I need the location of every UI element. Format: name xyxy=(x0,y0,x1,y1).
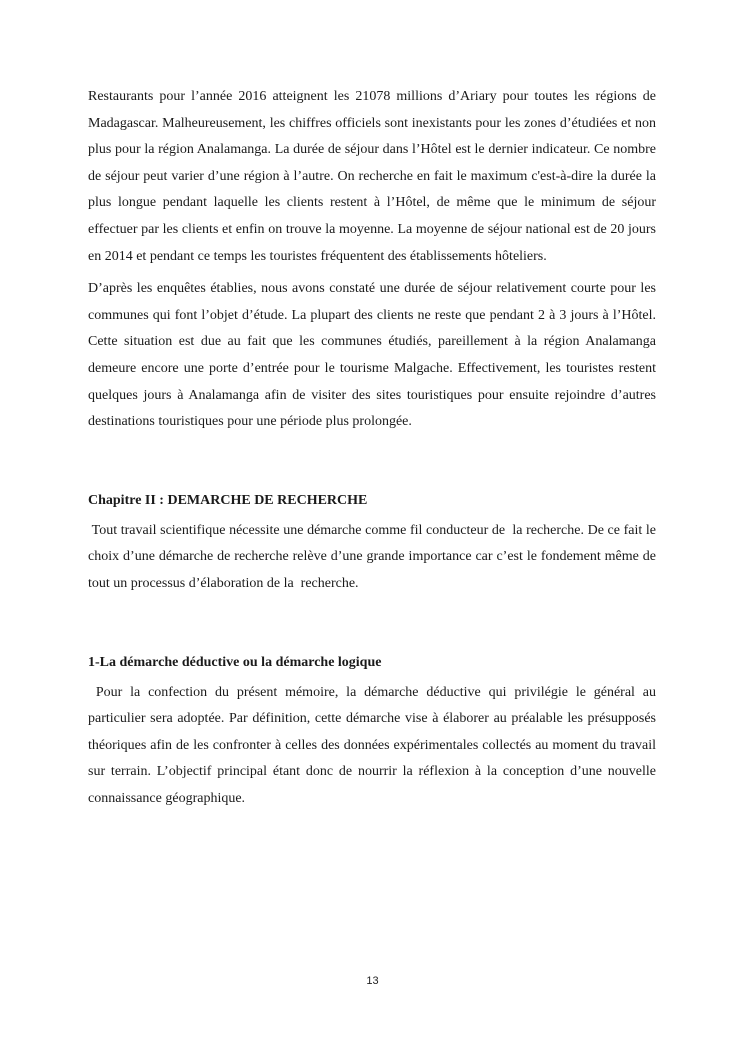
document-page xyxy=(88,84,660,812)
section-spacer xyxy=(88,598,656,650)
chapter-title: Chapitre II : DEMARCHE DE RECHERCHE xyxy=(88,492,368,508)
paragraph-survey-findings: D’après les enquêtes établies, nous avons constaté une durée de séjour relativement courte pour les communes qui font l’objet d’étude. La plupart des clients ne reste que pendant 2 à 3 jours à l’Hôtel. Cette situation est due au fait que les communes étudiés, pareillement à la région Analamanga demeure encore une porte d’entrée pour le tourisme Malgache. Effectivement, les touristes restent quelques jours à Analamanga afin de visiter des sites touristiques pour ensuite rejoindre d’autres destinations touristiques pour une période plus prolongée. xyxy=(88,281,656,430)
section-spacer xyxy=(88,436,656,488)
section-title: 1-La démarche déductive ou la démarche logique xyxy=(88,654,382,670)
paragraph-chapter-intro: Tout travail scientifique nécessite une démarche comme fil conducteur de la recherche. De ce fait le choix d’une démarche de recherche relève d’une grande importance car c’est le fondement même de tout un processus d’élaboration de la recherche. xyxy=(88,522,660,591)
paragraph-deductive-approach: Pour la confection du présent mémoire, la démarche déductive qui privilégie le général au particulier sera adoptée. Par définition, cette démarche vise à élaborer au préalable les présupposés théoriques afin de les confronter à celles des données expérimentales collectés au moment du travail sur terrain. L’objectif principal étant donc de nourrir la réflexion à la conception d’une nouvelle connaissance géographique. xyxy=(88,684,660,806)
paragraph-hotel-revenue-stay-duration: Restaurants pour l’année 2016 atteignent les 21078 millions d’Ariary pour toutes les régions de Madagascar. Malheureusement, les chiffres officiels sont inexistants pour les zones d’étudiées et non plus pour la région Analamanga. La durée de séjour dans l’Hôtel est le dernier indicateur. Ce nombre de séjour peut varier d’une région à l’autre. On recherche en fait le maximum c'est-à-dire la durée la plus longue pendant laquelle les clients restent à l’Hôtel, de même que le minimum de séjour effectuer par les clients et enfin on trouve la moyenne. La moyenne de séjour national est de 20 jours en 2014 et pendant ce temps les touristes fréquentent des établissements hôteliers. xyxy=(88,89,656,264)
page-number: 13 xyxy=(366,975,379,987)
